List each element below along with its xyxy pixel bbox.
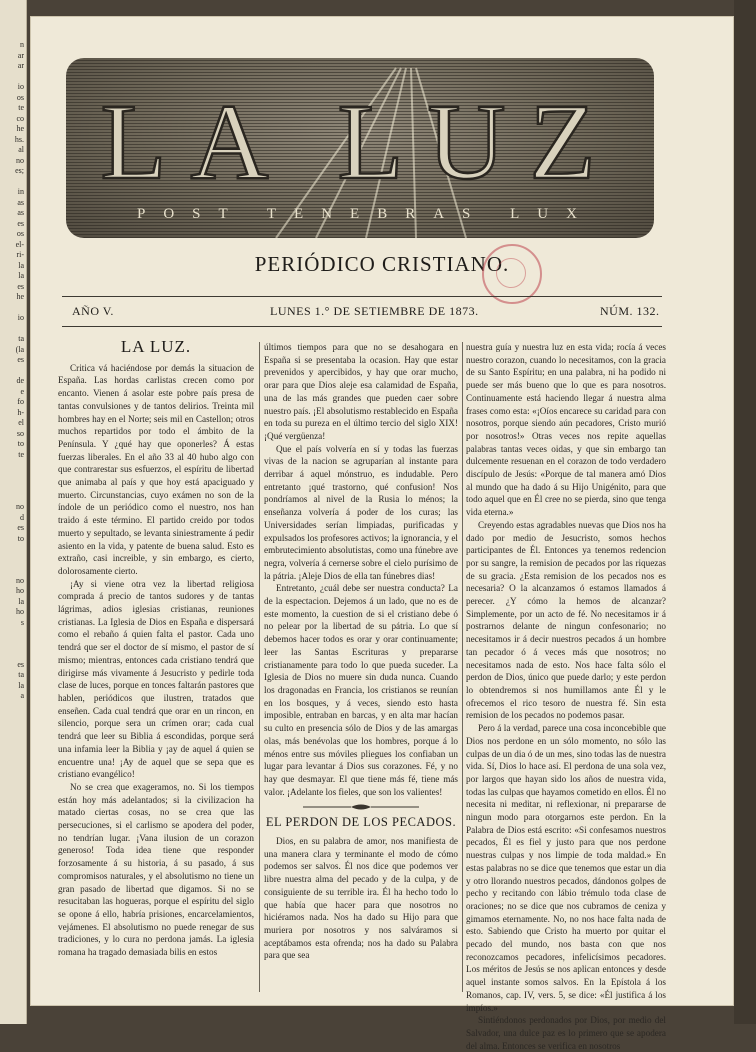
perdon-paragraph: Pero á la verdad, parece una cosa inconcebible que Dios nos perdone en un sólo momento, no sólo las culpas de un dia ó de un mes, sino todas las de nuestra vida. Sí, Dios lo hace así. El perdona de una sola vez, por largos que hayan sido los años de nuestra vida, todas las culpas que hayamos cometido en ellos. Él no necesita ni meditar, ni reflexionar, ni prepararse de ningun modo para otorgarnos este perdon. En la Palabra de Dios está escrito: «Si confesamos nuestros pecados, Él es fiel y justo para que nos perdone nuestras culpas y nos limpie de toda maldad.» En estas palabras no se dice que tenemos que estar un dia y otro llorando nuestros pecados, dándonos golpes de pecho y recitando con lábio trémulo toda clase de oraciones; no se dice que nos cubramos de ceniza y gimamos eternamente. No, no nos hace falta nada de esto. Sabiendo que Cristo ha muerto por quitar el pecado del mundo, nos basta con que nos reconozcamos pecadores, infelicísimos pecadores. Los méritos de Jesús se nos aplican entonces y desde aquel instante somos salvos. En la Epístola á los Romanos, cap. IV, vers. 5, se dice: «Él justifica á los impíos.»	[466, 723, 666, 1013]
masthead-illustration	[66, 58, 654, 238]
masthead-motto: POST TENEBRAS LUX	[137, 206, 595, 222]
column-1	[58, 337, 254, 959]
luz-paragraph: Critica vá haciéndose por demás la situacion de España. Las hordas carlistas crecen como por encanto. Vienen á asolar este pobre país presa de tantas convulsiones y de tantos delirios. Treinta mil hombres hay en el Norte; seis mil en Castellon; otros muchos repartidos por todo el ámbito de la Península. Y ¿qué hay que oponerles? Á estas fuerzas liberales. En el año 33 al 40 hubo algo con que contrarestar sus esfuerzos, el espíritu de libertad que animaba al país y que hoy está apaciguado y muerto. Circunstancias, cuyo exámen no son de la índole de un periódico como el nuestro, nos han traido á este término. El partido creido por todos muerto y sepultado, se levanta siniestramente á pedir asiento en la vida, y patente de buena salud. Esto es extraño, casi increible, y sin embargo, es cierto, dolorosamente cierto.	[58, 362, 254, 576]
perdon-paragraph: Sintiéndonos perdonados por Dios, por medio del Salvador, una dulce paz es lo primero que se apodera del alma. Entonces se verifica en nosotros	[466, 1015, 666, 1051]
article-title-perdon: EL PERDON DE LOS PECADOS.	[265, 815, 457, 830]
luz-paragraph: ¡Ay si viene otra vez la libertad religiosa comprada á precio de tantos sudores y de tantas lágrimas, adios iglesias cristianas, reuniones cristianas. La Iglesia de Dios en España e dispersará como el rebaño á quien falta el pastor. Cada uno tendrá que ser el doctor de sí mismo, el pastor de sí mismo; mientras, entonces cada cristiano tendrá que dirigirse más vivamente á Jesucristo y pedirle toda clase de luces, porque en tonces faltarán pastores que hablen, periódicos que ilustren, tratados que enseñen. Cada cual tendrá que orar en un rincon, en silencio, porque sera un crímen orar; cada cual tendrá que leer su Biblia á escondidas, porque será una infamia leer la Biblia y ¡ay de aquel á quien se encuentre una! ¡Ay de aquel que se sepa que es cristiano evangélico!	[58, 578, 254, 780]
column-divider	[259, 342, 260, 992]
section-ornament	[264, 802, 458, 812]
luz-paragraph: No se crea que exageramos, no. Si los tiempos están hoy más adelantados; si la civilizacion ha matado ciertas cosas, no se crea que las persecuciones, si el carlismo se apodera del poder, no tendrían lugar. ¡Vana ilusion de un corazon generoso! Toda idea tiene que responder forzosamente á su historia, á su pasado, á sus compromisos naturales, y el absolutismo no tiene un gran pasado de libertad que digamos. Si no se resucitaban las hogueras, porque el espíritu del siglo se opone á ello, habría prisiones, encarcelamientos, vejámenes. El absolutismo no puede renegar de sus tradiciones, y lo cura no perdona jamás. La iglesia romana ha tragado demasiada bilis en estos	[58, 781, 254, 958]
masthead-title: LA LUZ	[100, 83, 620, 202]
column-divider	[462, 342, 463, 992]
column-3	[466, 341, 666, 1052]
header-rule-bottom	[62, 326, 662, 327]
perdon-paragraph: Creyendo estas agradables nuevas que Dios nos ha dado por medio de Jesucristo, somos hechos participantes de Él. Entonces ya tenemos redencion por su sangre, la remision de pecados por las riquezas de su gracia. ¿Esta remision de los pecados nos es necesaria? O la alcanzamos ó estamos llamados á perecer. ¿Y cómo la hemos de alcanzar? Simplemente, por un acto de fé. No necesitamos ir á postrarnos delante de ningun confesonario; no necesitamos ir á decir nuestros pecados á un hombre tan pecador ó á veces más que nosotros; no necesitamos nada de esto. Nos hace falta sólo el perdon de Dios, único que puede darlo; y este perdon lo obtendremos si nos humillamos ante Él y le ofrecemos el rico tesoro de nuestra fé. Sin esta remision de los pecados no podemos pasar.	[466, 519, 666, 721]
scan-background-edge	[734, 0, 756, 1024]
masthead-art	[66, 58, 654, 238]
article-title-luz: LA LUZ.	[120, 337, 192, 356]
luz-paragraph: últimos tiempos para que no se desahogara en España si se presentaba la ocasion. Hay que estar prevenidos y apercibidos, y hay que orar mucho, orar para que Dios aleje esa calamidad de España, una de las más grandes que pueden caer sobre nuestro país. ¡El absolutismo restablecido en España en toda su pureza en el último tercio del siglo XIX! ¡Qué vergüenza!	[264, 342, 458, 441]
perdon-paragraph: nuestra guía y nuestra luz en esta vida; rocía á veces nuestro corazon, cuando lo necesitamos, con la gracia de su Santo Espíritu; en una palabra, ni ha podido ni puede ser más bueno que lo que es para nosotros. Continuamente está haciendo llegar á nuestra alma frases como esta: «¡Oíos encarece su caridad para con nosotros, porque siendo aún pecadores, Cristo murió por nosotros!» Otras veces nos repite aquellas palabras tantas veces oidas, y que sin embargo tan dulcemente resuenan en el corazon de todo verdadero discípulo de Jesús: «Porque de tal manera amó Dios al mundo que ha dado á su Hijo Unigénito, para que todo aquel que en Él cree no se pierda, sino que tenga vida eterna.»	[466, 342, 666, 518]
previous-page-text: n ar ar io os te co he hs. al no es; in as as es os el- ri- la la es he io ta (la es de e fo h- el so to te no d es to no ho la ho s es ta la a	[14, 40, 24, 700]
publication-subtitle: PERIÓDICO CRISTIANO.	[254, 252, 510, 276]
previous-page-edge	[0, 0, 27, 1024]
newspaper-page	[30, 16, 734, 1051]
issue-year: AÑO V.	[72, 304, 114, 318]
header-rule-top	[62, 296, 662, 297]
perdon-paragraph: Dios, en su palabra de amor, nos manifiesta de una manera clara y terminante el modo de cómo podemos ser salvos. Él nos dice que podemos ver libre nuestra alma del pecado y de la culpa, y de consiguiente de su terrible ira. Él ha hecho todo lo que había que hacer para que nosotros no hiciéramos nada. Nos ha dado su Hijo para que muriera por nosotros y nos salváramos si aceptábamos esta ofrenda; nos ha dado su Palabra para que sea	[264, 836, 458, 961]
library-stamp	[482, 244, 542, 304]
column-2	[264, 341, 458, 962]
luz-paragraph: Entretanto, ¿cuál debe ser nuestra conducta? La de la espectacion. Dejemos á un lado, que no es de este momento, la cuestion de si el cristiano debe ó no pelear por la libertad de su pátria. Lo que sí debemos hacer todos es orar y orar continuamente; leer las Santas Escrituras y prepararse cristianamente para todo lo que pueda suceder. La Iglesia de Dios no muere sin duda nunca. Cuando los dragonadas en Francia, los cristianos se reunían en los bosques, y á veces, siendo esto hasta imposible, entraban en barcas, y en alta mar hacían su culto en presencia sólo de Dios y de las amargas olas, más benévolas que los hombres, porque á lo ménos entre sus móviles pliegues los confiaban un lugar para levantar á Dios sus corazones. Fé, y no hay que desmayar. El que tiene más fé, tiene más valor. ¡Adelante los fieles, que son los valientes!	[264, 583, 458, 797]
issue-number: NÚM. 132.	[600, 304, 660, 318]
issue-date: LUNES 1.° DE SETIEMBRE DE 1873.	[270, 304, 479, 318]
luz-paragraph: Que el país volvería en sí y todas las fuerzas vivas de la nacion se agruparían al instante para derribar á aquel mónstruo, es indudable. Pero entretanto ¡qué trastorno, qué confusion! Nos pondríamos al nivel de la Rusia lo ménos; la enseñanza volvería á poder de los curas; las Universidades serían limpiadas, purificadas y expulsados los profesores activos; la ignorancia, y el embrutecimiento absolutistas, como una fúnebre ave negra, volvería á cernerse sobre el cielo purísimo de la pátria. ¡Aleje Dios de ella tan fúnebres dias!	[264, 443, 458, 581]
